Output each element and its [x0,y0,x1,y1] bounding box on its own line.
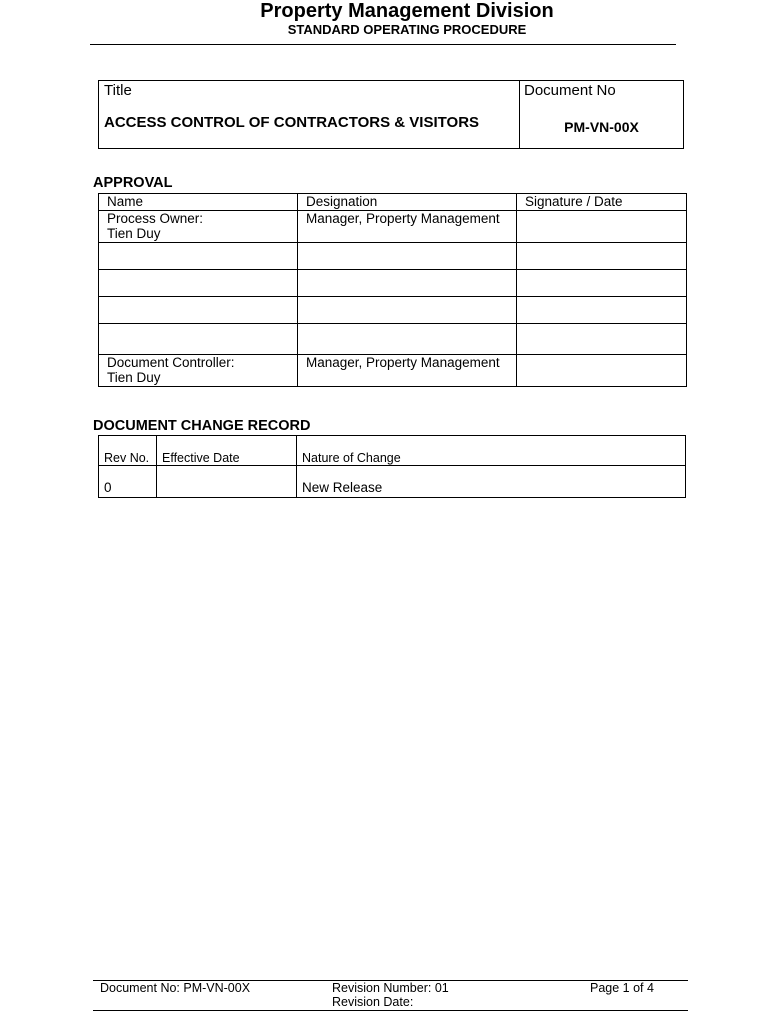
designation-cell [298,269,517,296]
approver-name-cell [99,210,298,242]
footer-page-number: Page 1 of 4 [590,981,654,995]
column-header-signature: Signature / Date [517,194,687,211]
change-record-table [98,435,686,498]
document-type-subtitle: STANDARD OPERATING PROCEDURE [287,22,527,37]
signature-cell [517,296,687,323]
approver-name-cell [99,354,298,386]
approver-name: Tien Duy [107,370,161,385]
approval-table [98,193,687,387]
document-title: ACCESS CONTROL OF CONTRACTORS & VISITORS [104,114,480,131]
approval-row [99,323,687,354]
signature-cell [517,242,687,269]
designation-cell [298,323,517,354]
approval-row [99,296,687,323]
approval-row [99,269,687,296]
column-header-rev-no: Rev No. [99,436,157,466]
title-box-divider [519,81,520,148]
signature-cell [517,354,687,386]
header-divider [90,44,676,45]
approver-name-cell [99,269,298,296]
approval-header-row [99,194,687,211]
signature-cell [517,210,687,242]
column-header-effective-date: Effective Date [157,436,297,466]
approval-row [99,354,687,386]
rev-no-cell: 0 [99,466,157,498]
signature-cell [517,269,687,296]
column-header-nature-of-change: Nature of Change [297,436,686,466]
footer-bottom-rule [93,1010,688,1011]
approver-name-cell [99,242,298,269]
approver-name-cell [99,296,298,323]
change-record-heading: DOCUMENT CHANGE RECORD [93,418,311,434]
approver-role: Process Owner: [107,210,204,226]
division-title: Property Management Division [260,0,554,22]
document-number: PM-VN-00X [564,119,639,135]
document-number-label: Document No [524,82,616,99]
change-record-header-row [99,436,686,466]
change-record-row [99,466,686,498]
approval-heading: APPROVAL [93,175,173,191]
designation-cell: Manager, Property Management [298,354,517,386]
approval-row [99,210,687,242]
approver-role: Document Controller: [107,354,235,370]
effective-date-cell [157,466,297,498]
footer-revision-number: Revision Number: 01 [332,981,449,995]
title-label: Title [104,82,132,99]
designation-cell [298,242,517,269]
nature-of-change-cell: New Release [297,466,686,498]
designation-cell [298,296,517,323]
column-header-designation: Designation [298,194,517,211]
title-box [98,80,684,149]
designation-cell: Manager, Property Management [298,210,517,242]
footer-document-number: Document No: PM-VN-00X [100,981,251,995]
column-header-name: Name [99,194,298,211]
approver-name: Tien Duy [107,226,161,241]
signature-cell [517,323,687,354]
approval-row [99,242,687,269]
approver-name-cell [99,323,298,354]
footer-revision-date: Revision Date: [332,995,414,1009]
